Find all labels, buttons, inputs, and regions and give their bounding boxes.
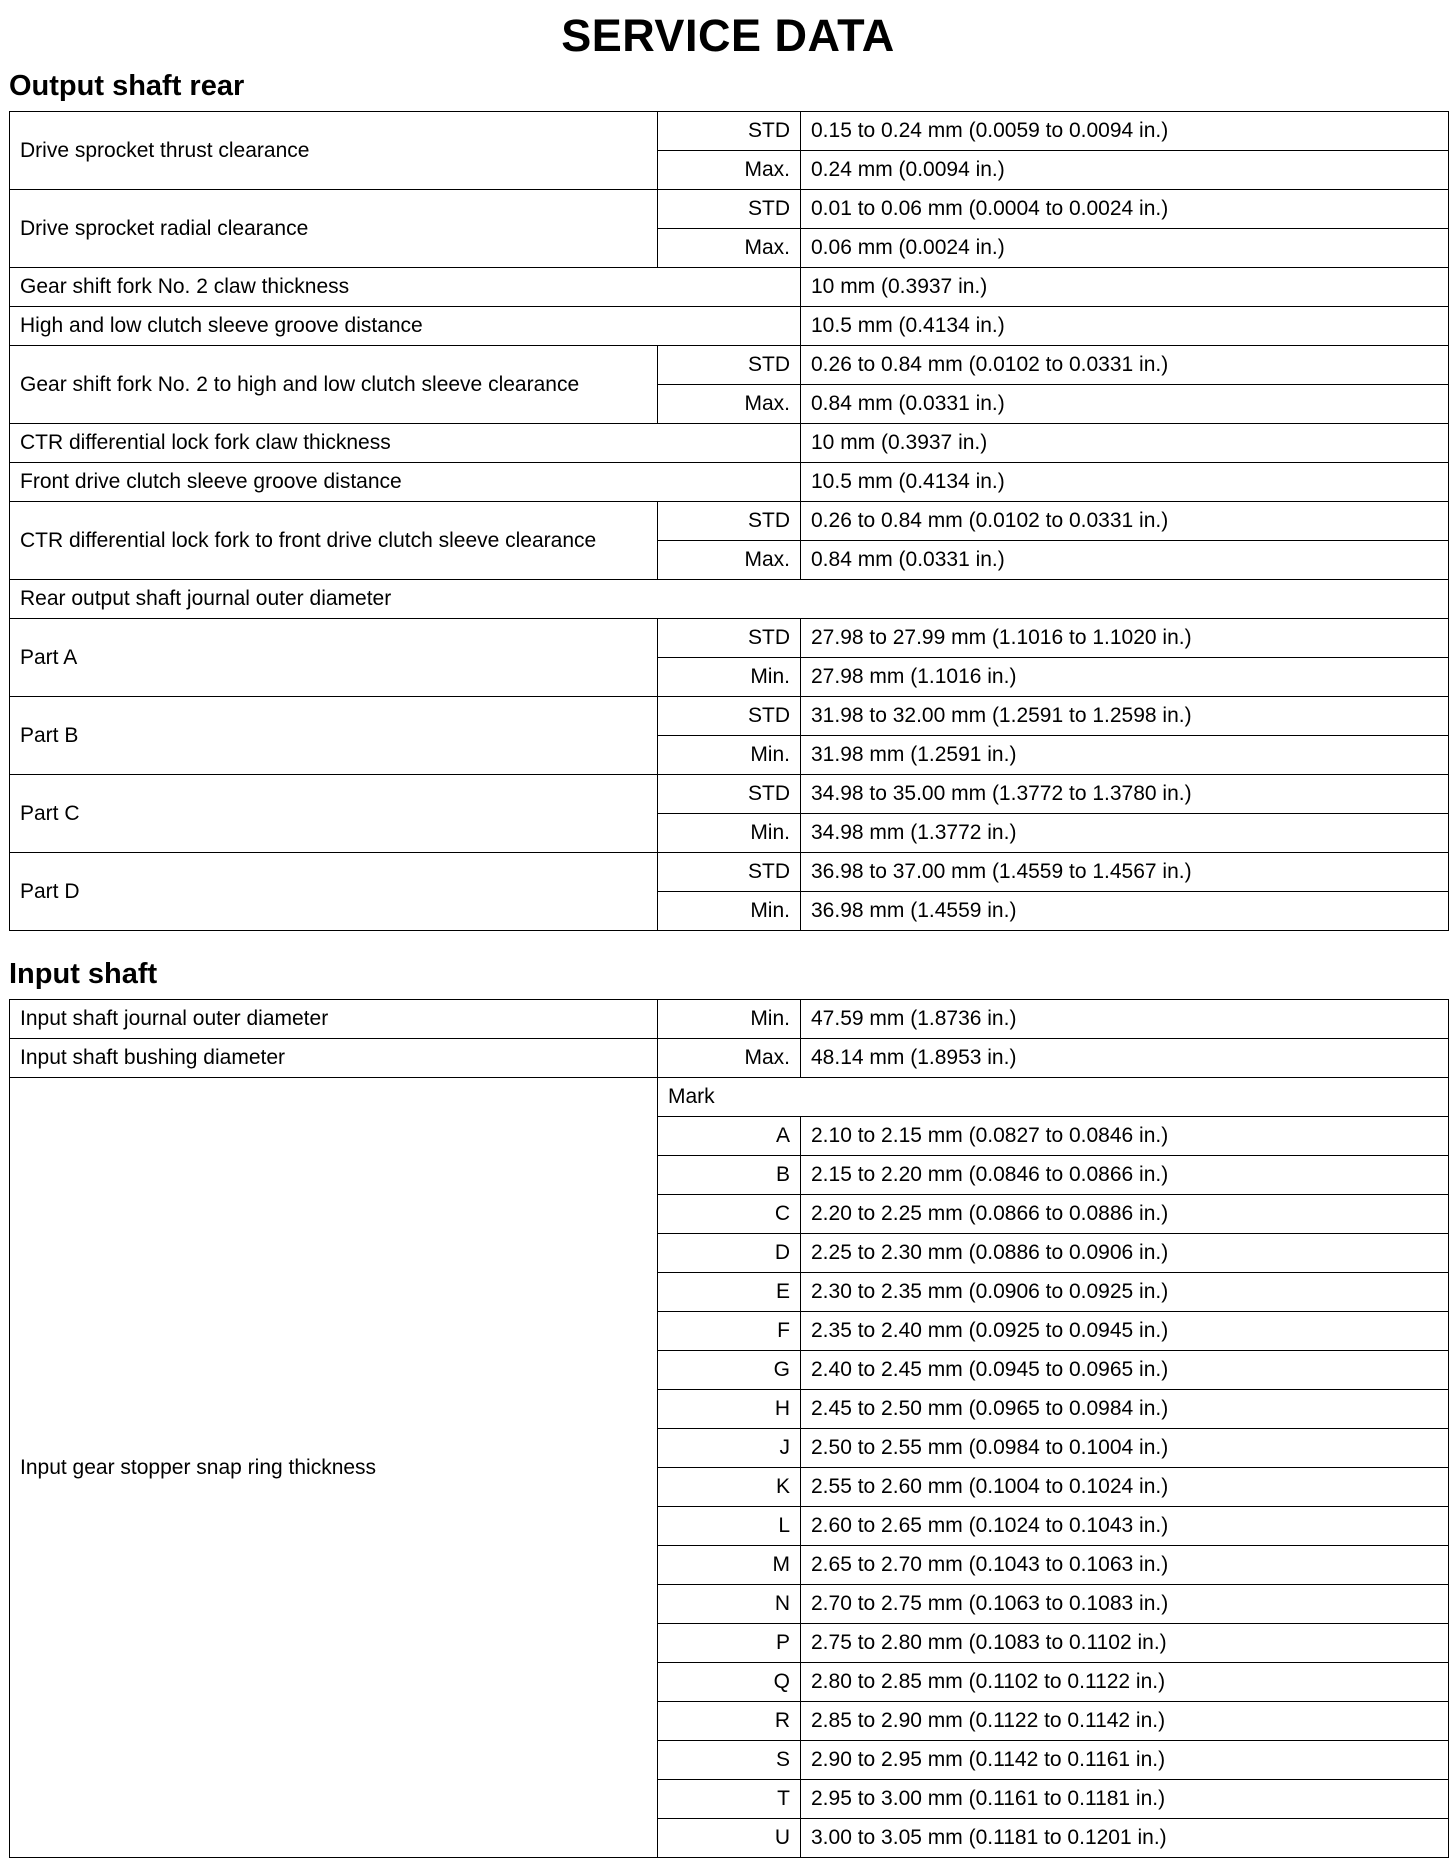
snap-ring-mark: G xyxy=(658,1351,801,1390)
spec-item: High and low clutch sleeve groove distance xyxy=(10,307,801,346)
table-row xyxy=(10,112,1449,151)
spec-value: 10.5 mm (0.4134 in.) xyxy=(801,463,1449,502)
snap-ring-thickness: 2.75 to 2.80 mm (0.1083 to 0.1102 in.) xyxy=(801,1624,1449,1663)
mark-header: Mark xyxy=(658,1078,1449,1117)
spec-label: Max. xyxy=(658,385,801,424)
spec-value: 48.14 mm (1.8953 in.) xyxy=(801,1039,1449,1078)
snap-ring-mark: S xyxy=(658,1741,801,1780)
spec-label: STD xyxy=(658,775,801,814)
spec-label: STD xyxy=(658,853,801,892)
spec-value: 0.24 mm (0.0094 in.) xyxy=(801,151,1449,190)
snap-ring-thickness: 2.55 to 2.60 mm (0.1004 to 0.1024 in.) xyxy=(801,1468,1449,1507)
spec-item: Gear shift fork No. 2 claw thickness xyxy=(10,268,801,307)
snap-ring-thickness: 3.00 to 3.05 mm (0.1181 to 0.1201 in.) xyxy=(801,1819,1449,1858)
snap-ring-mark: U xyxy=(658,1819,801,1858)
spec-value: 10 mm (0.3937 in.) xyxy=(801,268,1449,307)
snap-ring-mark: A xyxy=(658,1117,801,1156)
table-row xyxy=(10,619,1449,658)
snap-ring-mark: H xyxy=(658,1390,801,1429)
snap-ring-mark: D xyxy=(658,1234,801,1273)
spec-item: Front drive clutch sleeve groove distance xyxy=(10,463,801,502)
table-row xyxy=(10,502,1449,541)
snap-ring-mark: C xyxy=(658,1195,801,1234)
table-row xyxy=(10,853,1449,892)
spec-value: 0.26 to 0.84 mm (0.0102 to 0.0331 in.) xyxy=(801,502,1449,541)
spec-item: CTR differential lock fork claw thickness xyxy=(10,424,801,463)
spec-item: Drive sprocket radial clearance xyxy=(10,190,658,268)
spec-label: STD xyxy=(658,697,801,736)
spec-label: Min. xyxy=(658,736,801,775)
spec-label: STD xyxy=(658,346,801,385)
table-row xyxy=(10,190,1449,229)
snap-ring-mark: T xyxy=(658,1780,801,1819)
snap-ring-thickness: 2.50 to 2.55 mm (0.0984 to 0.1004 in.) xyxy=(801,1429,1449,1468)
spec-item: Input shaft journal outer diameter xyxy=(10,1000,658,1039)
snap-ring-mark: Q xyxy=(658,1663,801,1702)
spec-item: Input gear stopper snap ring thickness xyxy=(10,1078,658,1858)
snap-ring-mark: J xyxy=(658,1429,801,1468)
spec-value: 36.98 to 37.00 mm (1.4559 to 1.4567 in.) xyxy=(801,853,1449,892)
snap-ring-thickness: 2.15 to 2.20 mm (0.0846 to 0.0866 in.) xyxy=(801,1156,1449,1195)
snap-ring-thickness: 2.30 to 2.35 mm (0.0906 to 0.0925 in.) xyxy=(801,1273,1449,1312)
spec-value: 0.26 to 0.84 mm (0.0102 to 0.0331 in.) xyxy=(801,346,1449,385)
spec-value: 27.98 to 27.99 mm (1.1016 to 1.1020 in.) xyxy=(801,619,1449,658)
spec-value: 27.98 mm (1.1016 in.) xyxy=(801,658,1449,697)
table-row xyxy=(10,580,1449,619)
table-row xyxy=(10,1078,1449,1117)
snap-ring-thickness: 2.95 to 3.00 mm (0.1161 to 0.1181 in.) xyxy=(801,1780,1449,1819)
spec-value: 0.84 mm (0.0331 in.) xyxy=(801,541,1449,580)
snap-ring-thickness: 2.70 to 2.75 mm (0.1063 to 0.1083 in.) xyxy=(801,1585,1449,1624)
section-heading-input-shaft: Input shaft xyxy=(9,958,158,990)
spec-item: Part D xyxy=(10,853,658,931)
snap-ring-thickness: 2.40 to 2.45 mm (0.0945 to 0.0965 in.) xyxy=(801,1351,1449,1390)
snap-ring-mark: M xyxy=(658,1546,801,1585)
spec-item: Part A xyxy=(10,619,658,697)
spec-value: 0.15 to 0.24 mm (0.0059 to 0.0094 in.) xyxy=(801,112,1449,151)
spec-label: Min. xyxy=(658,658,801,697)
output-shaft-rear-table xyxy=(9,111,1449,931)
spec-label: Min. xyxy=(658,892,801,931)
table-row xyxy=(10,268,1449,307)
spec-value: 0.01 to 0.06 mm (0.0004 to 0.0024 in.) xyxy=(801,190,1449,229)
table-row xyxy=(10,697,1449,736)
snap-ring-thickness: 2.65 to 2.70 mm (0.1043 to 0.1063 in.) xyxy=(801,1546,1449,1585)
spec-label: STD xyxy=(658,502,801,541)
spec-value: 36.98 mm (1.4559 in.) xyxy=(801,892,1449,931)
snap-ring-mark: L xyxy=(658,1507,801,1546)
spec-item: Drive sprocket thrust clearance xyxy=(10,112,658,190)
spec-value: 31.98 to 32.00 mm (1.2591 to 1.2598 in.) xyxy=(801,697,1449,736)
section-heading-output-shaft-rear: Output shaft rear xyxy=(9,70,245,102)
table-row xyxy=(10,1000,1449,1039)
spec-item: Input shaft bushing diameter xyxy=(10,1039,658,1078)
snap-ring-thickness: 2.20 to 2.25 mm (0.0866 to 0.0886 in.) xyxy=(801,1195,1449,1234)
spec-label: Max. xyxy=(658,541,801,580)
spec-value: 0.06 mm (0.0024 in.) xyxy=(801,229,1449,268)
spec-item: Part C xyxy=(10,775,658,853)
spec-value: 10 mm (0.3937 in.) xyxy=(801,424,1449,463)
spec-label: Max. xyxy=(658,151,801,190)
spec-item: Gear shift fork No. 2 to high and low clutch sleeve clearance xyxy=(10,346,658,424)
snap-ring-thickness: 2.60 to 2.65 mm (0.1024 to 0.1043 in.) xyxy=(801,1507,1449,1546)
subgroup-heading: Rear output shaft journal outer diameter xyxy=(10,580,1449,619)
spec-label: STD xyxy=(658,112,801,151)
spec-value: 34.98 mm (1.3772 in.) xyxy=(801,814,1449,853)
spec-label: STD xyxy=(658,190,801,229)
spec-label: Max. xyxy=(658,1039,801,1078)
table-row xyxy=(10,346,1449,385)
snap-ring-mark: B xyxy=(658,1156,801,1195)
snap-ring-thickness: 2.25 to 2.30 mm (0.0886 to 0.0906 in.) xyxy=(801,1234,1449,1273)
table-row xyxy=(10,1039,1449,1078)
snap-ring-mark: E xyxy=(658,1273,801,1312)
table-row xyxy=(10,424,1449,463)
spec-value: 10.5 mm (0.4134 in.) xyxy=(801,307,1449,346)
spec-value: 31.98 mm (1.2591 in.) xyxy=(801,736,1449,775)
spec-value: 34.98 to 35.00 mm (1.3772 to 1.3780 in.) xyxy=(801,775,1449,814)
snap-ring-thickness: 2.10 to 2.15 mm (0.0827 to 0.0846 in.) xyxy=(801,1117,1449,1156)
page-title: SERVICE DATA xyxy=(561,10,895,61)
snap-ring-mark: K xyxy=(658,1468,801,1507)
spec-label: STD xyxy=(658,619,801,658)
table-row xyxy=(10,775,1449,814)
snap-ring-thickness: 2.85 to 2.90 mm (0.1122 to 0.1142 in.) xyxy=(801,1702,1449,1741)
spec-value: 0.84 mm (0.0331 in.) xyxy=(801,385,1449,424)
spec-item: CTR differential lock fork to front drive clutch sleeve clearance xyxy=(10,502,658,580)
snap-ring-mark: R xyxy=(658,1702,801,1741)
spec-label: Min. xyxy=(658,1000,801,1039)
spec-item: Part B xyxy=(10,697,658,775)
snap-ring-thickness: 2.35 to 2.40 mm (0.0925 to 0.0945 in.) xyxy=(801,1312,1449,1351)
snap-ring-thickness: 2.80 to 2.85 mm (0.1102 to 0.1122 in.) xyxy=(801,1663,1449,1702)
table-row xyxy=(10,307,1449,346)
spec-value: 47.59 mm (1.8736 in.) xyxy=(801,1000,1449,1039)
table-row xyxy=(10,463,1449,502)
snap-ring-mark: P xyxy=(658,1624,801,1663)
input-shaft-table xyxy=(9,999,1449,1858)
snap-ring-thickness: 2.90 to 2.95 mm (0.1142 to 0.1161 in.) xyxy=(801,1741,1449,1780)
spec-label: Max. xyxy=(658,229,801,268)
spec-label: Min. xyxy=(658,814,801,853)
snap-ring-thickness: 2.45 to 2.50 mm (0.0965 to 0.0984 in.) xyxy=(801,1390,1449,1429)
snap-ring-mark: F xyxy=(658,1312,801,1351)
snap-ring-mark: N xyxy=(658,1585,801,1624)
